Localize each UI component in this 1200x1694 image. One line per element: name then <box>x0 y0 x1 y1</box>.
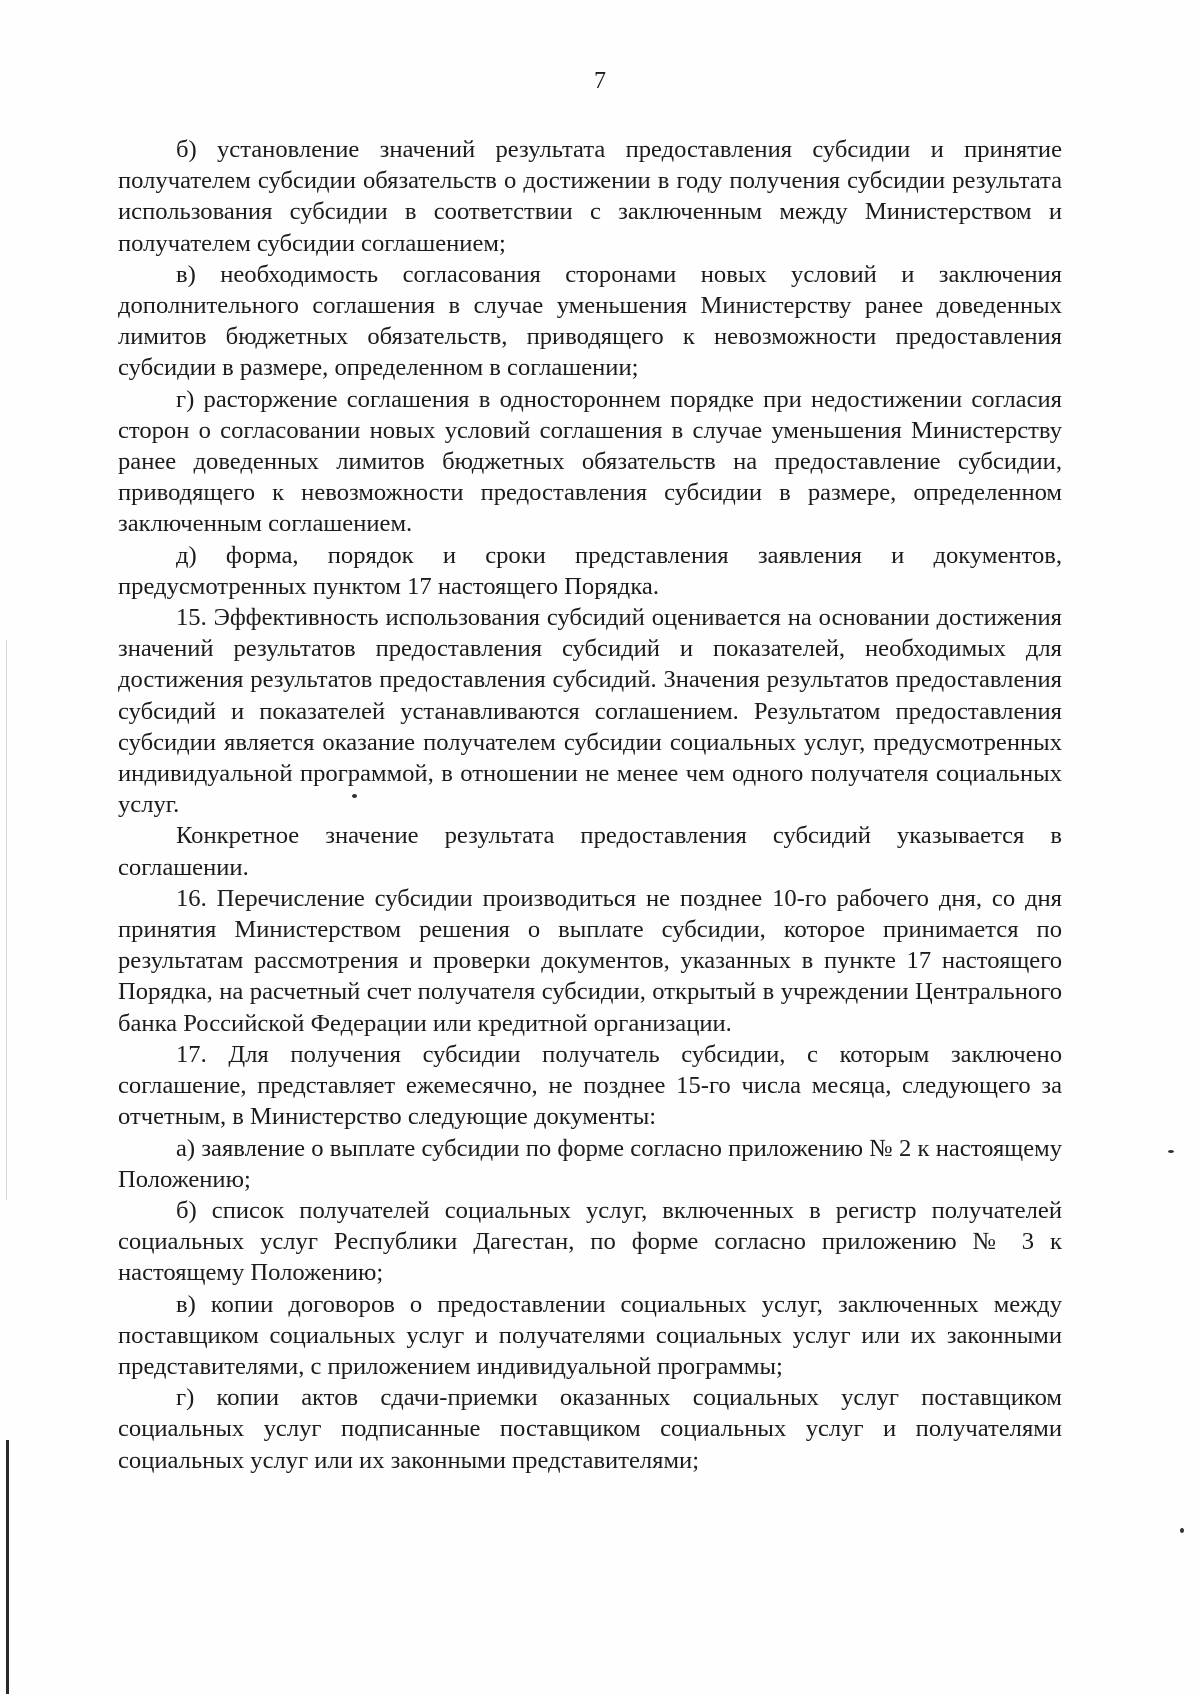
paragraph-v-contract-copies: в) копии договоров о предоставлении социальных услуг, заключенных между поставщиком социальных услуг и получателями социальных услуг или их законными представителями, с приложением индивидуальной программы; <box>118 1290 1062 1380</box>
document-body <box>118 134 1062 1476</box>
paragraph-15-effectiveness: 15. Эффективность использования субсидий оценивается на основании достижения значений результатов предоставления субсидий и показателей, необходимых для достижения результатов предоставления субсидий. Значения результатов предоставления субсидий и показателей устанавливаются соглашением. Результатом предоставления субсидии является оказание получателем субсидии социальных услуг, предусмотренных индивидуальной программой, в отношении не менее чем одного получателя социальных услуг. <box>118 604 1062 819</box>
paragraph-g-acceptance-acts: г) копии актов сдачи-приемки оказанных социальных услуг поставщиком социальных услуг подписанные поставщиком социальных услуг и получателями социальных услуг или их законными представителями; <box>118 1384 1062 1474</box>
scan-speck <box>352 794 357 798</box>
paragraph-16-transfer: 16. Перечисление субсидии производиться не позднее 10-го рабочего дня, со дня принятия Министерством решения о выплате субсидии, которое принимается по результатам рассмотрения и проверки документов, указанных в пункте 17 настоящего Порядка, на расчетный счет получателя субсидии, открытый в учреждении Центрального банка Российской Федерации или кредитной организации. <box>118 884 1062 1037</box>
scan-edge-shadow <box>6 640 7 1200</box>
paragraph-b-results: б) установление значений результата предоставления субсидии и принятие получателем субсидии обязательств о достижении в году получения субсидии результата использования субсидии в соответствии с заключенным между Министерством и получателем субсидии соглашением; <box>118 136 1062 257</box>
page-number: 7 <box>594 68 606 94</box>
scan-speck <box>1168 1150 1174 1153</box>
paragraph-g-termination: г) расторжение соглашения в одностороннем порядке при недостижении согласия сторон о согласовании новых условий соглашения в случае уменьшения Министерству ранее доведенных лимитов бюджетных обязательств на предоставление субсидии, приводящего к невозможности предоставления субсидии в размере, определенном заключенным соглашением. <box>118 385 1062 538</box>
scan-speck <box>1180 1528 1184 1533</box>
paragraph-specific-value: Конкретное значение результата предоставления субсидий указывается в соглашении. <box>118 822 1062 881</box>
paragraph-a-application: а) заявление о выплате субсидии по форме согласно приложению № 2 к настоящему Положению; <box>118 1134 1062 1193</box>
paragraph-d-form-procedure: д) форма, порядок и сроки представления заявления и документов, предусмотренных пунктом 17 настоящего Порядка. <box>118 541 1062 600</box>
paragraph-17-documents: 17. Для получения субсидии получатель субсидии, с которым заключено соглашение, представляет ежемесячно, не позднее 15-го числа месяца, следующего за отчетным, в Министерство следующие документы: <box>118 1040 1062 1131</box>
paragraph-v-new-conditions: в) необходимость согласования сторонами новых условий и заключения дополнительного соглашения в случае уменьшения Министерству ранее доведенных лимитов бюджетных обязательств, приводящего к невозможности предоставления субсидии в размере, определенном в соглашении; <box>118 260 1062 382</box>
scan-edge-line <box>6 1440 9 1694</box>
paragraph-b-recipient-list: б) список получателей социальных услуг, включенных в регистр получателей социальных услуг Республики Дагестан, по форме согласно приложению № 3 к настоящему Положению; <box>118 1196 1062 1287</box>
